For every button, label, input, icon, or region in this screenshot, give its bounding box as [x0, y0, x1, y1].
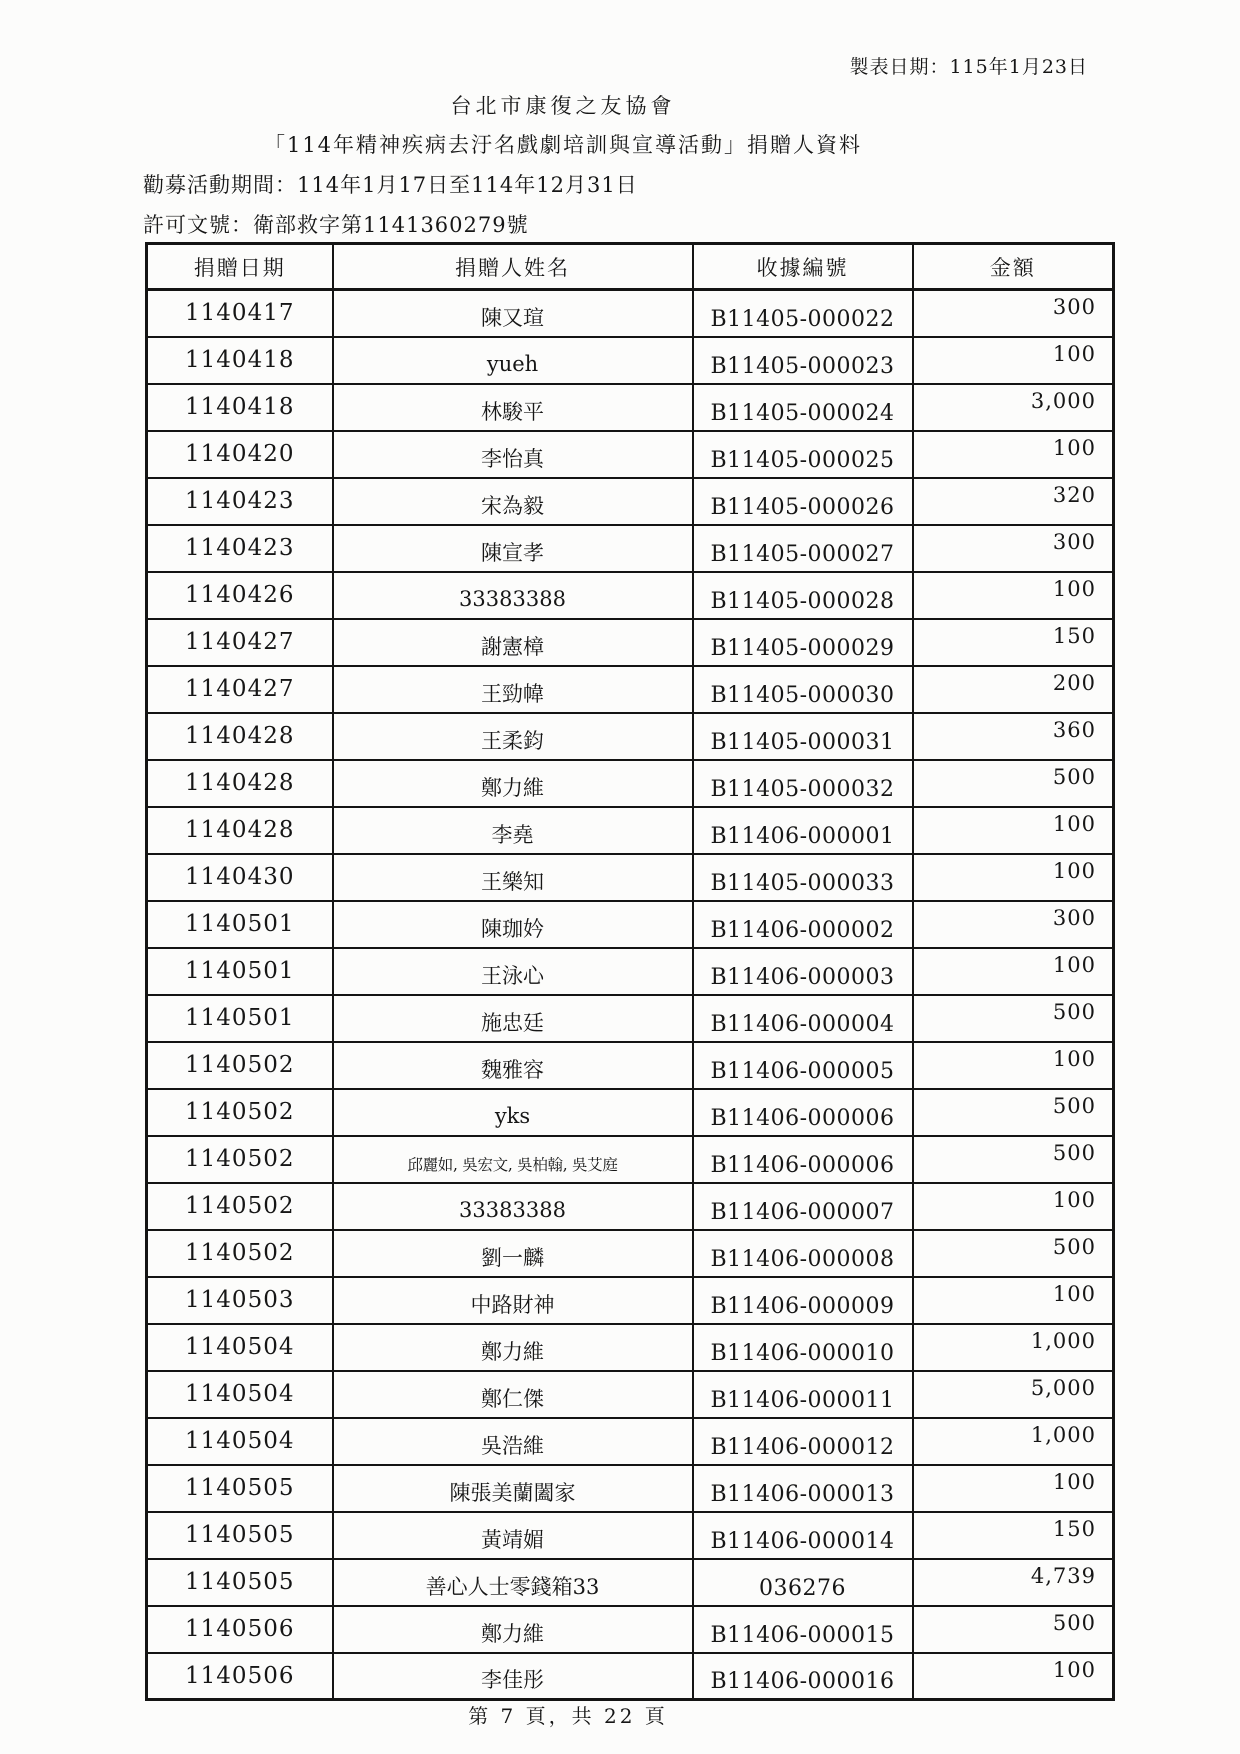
- cell-name: 劉一麟: [333, 1230, 693, 1277]
- table-row: [147, 1136, 1114, 1183]
- table-row: [147, 1042, 1114, 1089]
- cell-amount: 300: [913, 901, 1114, 948]
- cell-receipt: B11406-000013: [693, 1465, 913, 1512]
- cell-receipt: B11405-000022: [693, 290, 913, 337]
- cell-date: 1140502: [147, 1136, 333, 1183]
- cell-date: 1140502: [147, 1183, 333, 1230]
- cell-date: 1140504: [147, 1324, 333, 1371]
- cell-receipt: B11405-000026: [693, 478, 913, 525]
- table-row: [147, 760, 1114, 807]
- cell-name: 中路財神: [333, 1277, 693, 1324]
- cell-receipt: B11405-000024: [693, 384, 913, 431]
- cell-amount: 320: [913, 478, 1114, 525]
- table-row: [147, 948, 1114, 995]
- cell-amount: 100: [913, 1277, 1114, 1324]
- table-row: [147, 901, 1114, 948]
- cell-date: 1140503: [147, 1277, 333, 1324]
- cell-amount: 100: [913, 572, 1114, 619]
- cell-receipt: B11405-000031: [693, 713, 913, 760]
- cell-receipt: B11406-000008: [693, 1230, 913, 1277]
- cell-receipt: B11405-000027: [693, 525, 913, 572]
- cell-amount: 200: [913, 666, 1114, 713]
- cell-receipt: B11406-000007: [693, 1183, 913, 1230]
- cell-amount: 500: [913, 1136, 1114, 1183]
- cell-receipt: B11406-000004: [693, 995, 913, 1042]
- cell-date: 1140423: [147, 478, 333, 525]
- cell-name: 林駿平: [333, 384, 693, 431]
- cell-amount: 100: [913, 1183, 1114, 1230]
- cell-date: 1140501: [147, 948, 333, 995]
- cell-name: 王樂知: [333, 854, 693, 901]
- cell-amount: 500: [913, 760, 1114, 807]
- cell-receipt: B11406-000005: [693, 1042, 913, 1089]
- cell-name: 魏雅容: [333, 1042, 693, 1089]
- cell-date: 1140506: [147, 1653, 333, 1700]
- cell-receipt: B11406-000016: [693, 1653, 913, 1700]
- cell-amount: 500: [913, 1089, 1114, 1136]
- cell-amount: 100: [913, 337, 1114, 384]
- cell-amount: 300: [913, 290, 1114, 337]
- cell-receipt: B11405-000025: [693, 431, 913, 478]
- table-row: [147, 478, 1114, 525]
- cell-date: 1140428: [147, 760, 333, 807]
- table-row: [147, 1606, 1114, 1653]
- cell-name: 施忠廷: [333, 995, 693, 1042]
- cell-receipt: B11406-000003: [693, 948, 913, 995]
- table-row: [147, 1277, 1114, 1324]
- cell-name: 善心人士零錢箱33: [333, 1559, 693, 1606]
- table-row: [147, 572, 1114, 619]
- donor-table: [145, 242, 1115, 1701]
- cell-amount: 150: [913, 1512, 1114, 1559]
- cell-amount: 100: [913, 854, 1114, 901]
- cell-amount: 1,000: [913, 1418, 1114, 1465]
- cell-name: 李堯: [333, 807, 693, 854]
- cell-amount: 1,000: [913, 1324, 1114, 1371]
- table-row: [147, 1418, 1114, 1465]
- cell-date: 1140426: [147, 572, 333, 619]
- cell-name: 陳張美蘭闔家: [333, 1465, 693, 1512]
- cell-receipt: B11405-000029: [693, 619, 913, 666]
- column-header-name: 捐贈人姓名: [333, 244, 693, 290]
- cell-date: 1140501: [147, 901, 333, 948]
- cell-date: 1140427: [147, 619, 333, 666]
- cell-amount: 100: [913, 1465, 1114, 1512]
- report-date: 製表日期：115年1月23日: [849, 56, 1088, 78]
- cell-receipt: B11406-000014: [693, 1512, 913, 1559]
- cell-receipt: 036276: [693, 1559, 913, 1606]
- table-row: [147, 995, 1114, 1042]
- table-row: [147, 431, 1114, 478]
- organization-name: 台北市康復之友協會: [450, 94, 676, 118]
- cell-amount: 300: [913, 525, 1114, 572]
- table-row: [147, 1512, 1114, 1559]
- table-row: [147, 1183, 1114, 1230]
- cell-date: 1140423: [147, 525, 333, 572]
- cell-receipt: B11406-000001: [693, 807, 913, 854]
- table-row: [147, 1324, 1114, 1371]
- cell-amount: 150: [913, 619, 1114, 666]
- table-row: [147, 290, 1114, 337]
- cell-date: 1140502: [147, 1042, 333, 1089]
- cell-name: 邱麗如, 吳宏文, 吳柏翰, 吳艾庭: [333, 1136, 693, 1183]
- cell-receipt: B11406-000015: [693, 1606, 913, 1653]
- cell-name: 黃靖媚: [333, 1512, 693, 1559]
- cell-date: 1140505: [147, 1465, 333, 1512]
- cell-date: 1140504: [147, 1418, 333, 1465]
- cell-amount: 4,739: [913, 1559, 1114, 1606]
- cell-date: 1140501: [147, 995, 333, 1042]
- cell-amount: 500: [913, 1230, 1114, 1277]
- campaign-period: 勸募活動期間：114年1月17日至114年12月31日: [143, 173, 638, 197]
- cell-amount: 3,000: [913, 384, 1114, 431]
- cell-date: 1140502: [147, 1089, 333, 1136]
- table-row: [147, 713, 1114, 760]
- cell-name: 李佳彤: [333, 1653, 693, 1700]
- table-row: [147, 666, 1114, 713]
- cell-date: 1140428: [147, 713, 333, 760]
- cell-name: 陳珈妗: [333, 901, 693, 948]
- table-row: [147, 619, 1114, 666]
- cell-amount: 5,000: [913, 1371, 1114, 1418]
- table-row: [147, 1089, 1114, 1136]
- column-header-date: 捐贈日期: [147, 244, 333, 290]
- cell-name: 陳宣孝: [333, 525, 693, 572]
- cell-amount: 100: [913, 807, 1114, 854]
- cell-date: 1140417: [147, 290, 333, 337]
- table-row: [147, 854, 1114, 901]
- cell-amount: 360: [913, 713, 1114, 760]
- cell-name: 李怡真: [333, 431, 693, 478]
- table-row: [147, 525, 1114, 572]
- page-number-footer: 第 7 頁，共 22 頁: [468, 1704, 668, 1728]
- cell-date: 1140428: [147, 807, 333, 854]
- cell-name: 宋為毅: [333, 478, 693, 525]
- cell-receipt: B11405-000033: [693, 854, 913, 901]
- cell-receipt: B11406-000006: [693, 1136, 913, 1183]
- cell-name: 吳浩維: [333, 1418, 693, 1465]
- table-row: [147, 807, 1114, 854]
- cell-date: 1140502: [147, 1230, 333, 1277]
- cell-date: 1140418: [147, 384, 333, 431]
- cell-name: 鄭力維: [333, 1606, 693, 1653]
- table-row: [147, 1465, 1114, 1512]
- cell-date: 1140420: [147, 431, 333, 478]
- cell-name: 王泳心: [333, 948, 693, 995]
- cell-amount: 100: [913, 1042, 1114, 1089]
- cell-name: 王柔鈞: [333, 713, 693, 760]
- cell-receipt: B11406-000006: [693, 1089, 913, 1136]
- header-row: [147, 244, 1114, 290]
- cell-receipt: B11405-000030: [693, 666, 913, 713]
- column-header-receipt: 收據編號: [693, 244, 913, 290]
- permit-number: 許可文號：衛部救字第1141360279號: [143, 213, 529, 237]
- cell-date: 1140505: [147, 1512, 333, 1559]
- cell-name: 鄭仁傑: [333, 1371, 693, 1418]
- cell-amount: 500: [913, 995, 1114, 1042]
- cell-name: 鄭力維: [333, 1324, 693, 1371]
- cell-amount: 100: [913, 948, 1114, 995]
- cell-receipt: B11406-000002: [693, 901, 913, 948]
- cell-name: 王勁幃: [333, 666, 693, 713]
- cell-date: 1140430: [147, 854, 333, 901]
- cell-receipt: B11405-000028: [693, 572, 913, 619]
- cell-name: 陳又瑄: [333, 290, 693, 337]
- cell-name: 33383388: [333, 1183, 693, 1230]
- cell-date: 1140504: [147, 1371, 333, 1418]
- cell-amount: 500: [913, 1606, 1114, 1653]
- cell-name: 謝憲樟: [333, 619, 693, 666]
- cell-receipt: B11406-000009: [693, 1277, 913, 1324]
- cell-receipt: B11406-000011: [693, 1371, 913, 1418]
- donor-table-body: [147, 290, 1114, 1700]
- cell-name: yks: [333, 1089, 693, 1136]
- cell-name: 鄭力維: [333, 760, 693, 807]
- cell-date: 1140505: [147, 1559, 333, 1606]
- document-title: 「114年精神疾病去汙名戲劇培訓與宣導活動」捐贈人資料: [263, 133, 863, 157]
- table-row: [147, 1371, 1114, 1418]
- cell-date: 1140418: [147, 337, 333, 384]
- table-row: [147, 384, 1114, 431]
- cell-name: yueh: [333, 337, 693, 384]
- table-row: [147, 1230, 1114, 1277]
- table-row: [147, 337, 1114, 384]
- cell-receipt: B11405-000023: [693, 337, 913, 384]
- cell-date: 1140506: [147, 1606, 333, 1653]
- table-row: [147, 1653, 1114, 1700]
- table-row: [147, 1559, 1114, 1606]
- donor-table-header: [147, 244, 1114, 290]
- cell-receipt: B11405-000032: [693, 760, 913, 807]
- cell-name: 33383388: [333, 572, 693, 619]
- cell-amount: 100: [913, 431, 1114, 478]
- cell-receipt: B11406-000010: [693, 1324, 913, 1371]
- cell-receipt: B11406-000012: [693, 1418, 913, 1465]
- cell-amount: 100: [913, 1653, 1114, 1700]
- column-header-amount: 金額: [913, 244, 1114, 290]
- cell-date: 1140427: [147, 666, 333, 713]
